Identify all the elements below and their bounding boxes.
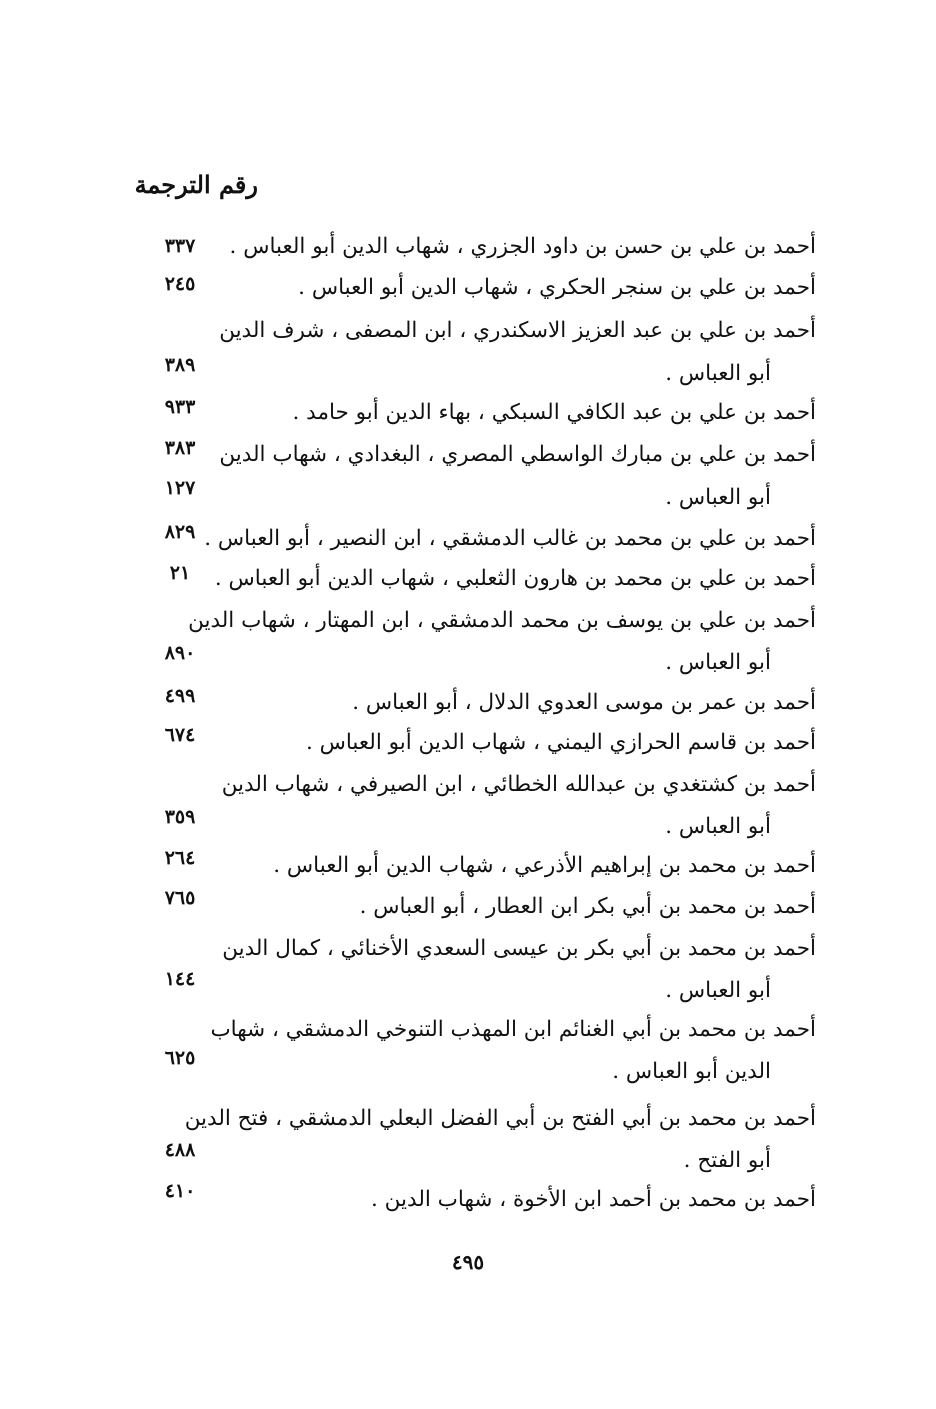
entry-number: ٣٥٩ [164,806,196,828]
entry-line: أحمد بن قاسم الحرازي اليمني ، شهاب الدين أبو العباس . [305,730,816,755]
entry-line: أحمد بن علي بن عبد العزيز الاسكندري ، ابن المصفى ، شرف الدين [219,318,816,343]
entry-number: ٦٧٤ [164,724,196,746]
entry-line: أحمد بن محمد بن أبي بكر بن عيسى السعدي الأخنائي ، كمال الدين [222,936,816,961]
entry-line: أحمد بن علي بن محمد بن غالب الدمشقي ، ابن النصير ، أبو العباس . [204,526,816,551]
entry-number-secondary: ١٢٧ [164,477,196,499]
entry-line: أحمد بن علي بن عبد الكافي السبكي ، بهاء الدين أبو حامد . [292,400,816,425]
entry-number: ٢١ [169,562,191,584]
entry-line: أحمد بن علي بن سنجر الحكري ، شهاب الدين أبو العباس . [298,275,816,300]
entry-number: ٩٣٣ [164,396,196,418]
entry-number: ٨٩٠ [164,642,196,664]
entry-line-continuation: أبو العباس . [665,978,771,1003]
entry-line-continuation: أبو العباس . [665,485,771,510]
entry-number: ٧٦٥ [164,887,196,909]
entry-line: أحمد بن علي بن يوسف بن محمد الدمشقي ، ابن المهتار ، شهاب الدين [188,608,816,633]
column-header: رقم الترجمة [134,170,258,199]
entry-number: ٨٢٩ [164,521,196,543]
entry-line: أحمد بن محمد بن أبي بكر ابن العطار ، أبو العباس . [359,894,816,919]
page-number: ٤٩٥ [451,1250,485,1274]
entry-line: أحمد بن علي بن مبارك الواسطي المصري ، البغدادي ، شهاب الدين [219,442,816,467]
entry-line-continuation: أبو العباس . [665,814,771,839]
entry-number: ٢٦٤ [164,847,196,869]
entry-line: أحمد بن عمر بن موسى العدوي الدلال ، أبو العباس . [352,690,816,715]
entry-number: ٤١٠ [164,1180,196,1202]
entry-number: ١٤٤ [164,968,196,990]
entry-line: أحمد بن علي بن حسن بن داود الجزري ، شهاب الدين أبو العباس . [229,234,816,259]
entry-line-continuation: أبو العباس . [665,361,771,386]
entry-number: ٣٨٩ [164,354,196,376]
entry-number: ٤٩٩ [164,685,196,707]
entry-number: ٢٤٥ [164,273,196,295]
entry-line: أحمد بن كشتغدي بن عبدالله الخطائي ، ابن الصيرفي ، شهاب الدين [221,772,816,797]
entry-number: ٣٣٧ [164,235,196,257]
entry-number: ٤٨٨ [164,1139,196,1161]
entry-line: أحمد بن محمد بن أحمد ابن الأخوة ، شهاب الدين . [371,1187,816,1212]
entry-number: ٣٨٣ [164,437,196,459]
entry-line: أحمد بن محمد بن أبي الفتح بن أبي الفضل البعلي الدمشقي ، فتح الدين [184,1106,816,1131]
entry-line-continuation: أبو الفتح . [683,1148,771,1173]
entry-line-continuation: الدين أبو العباس . [612,1059,771,1084]
entry-line: أحمد بن علي بن محمد بن هارون الثعلبي ، شهاب الدين أبو العباس . [214,566,816,591]
entry-line: أحمد بن محمد بن أبي الغنائم ابن المهذب التنوخي الدمشقي ، شهاب [210,1017,816,1042]
entry-number: ٦٢٥ [164,1047,196,1069]
entry-line: أحمد بن محمد بن إبراهيم الأذرعي ، شهاب الدين أبو العباس . [273,853,816,878]
entry-line-continuation: أبو العباس . [665,650,771,675]
